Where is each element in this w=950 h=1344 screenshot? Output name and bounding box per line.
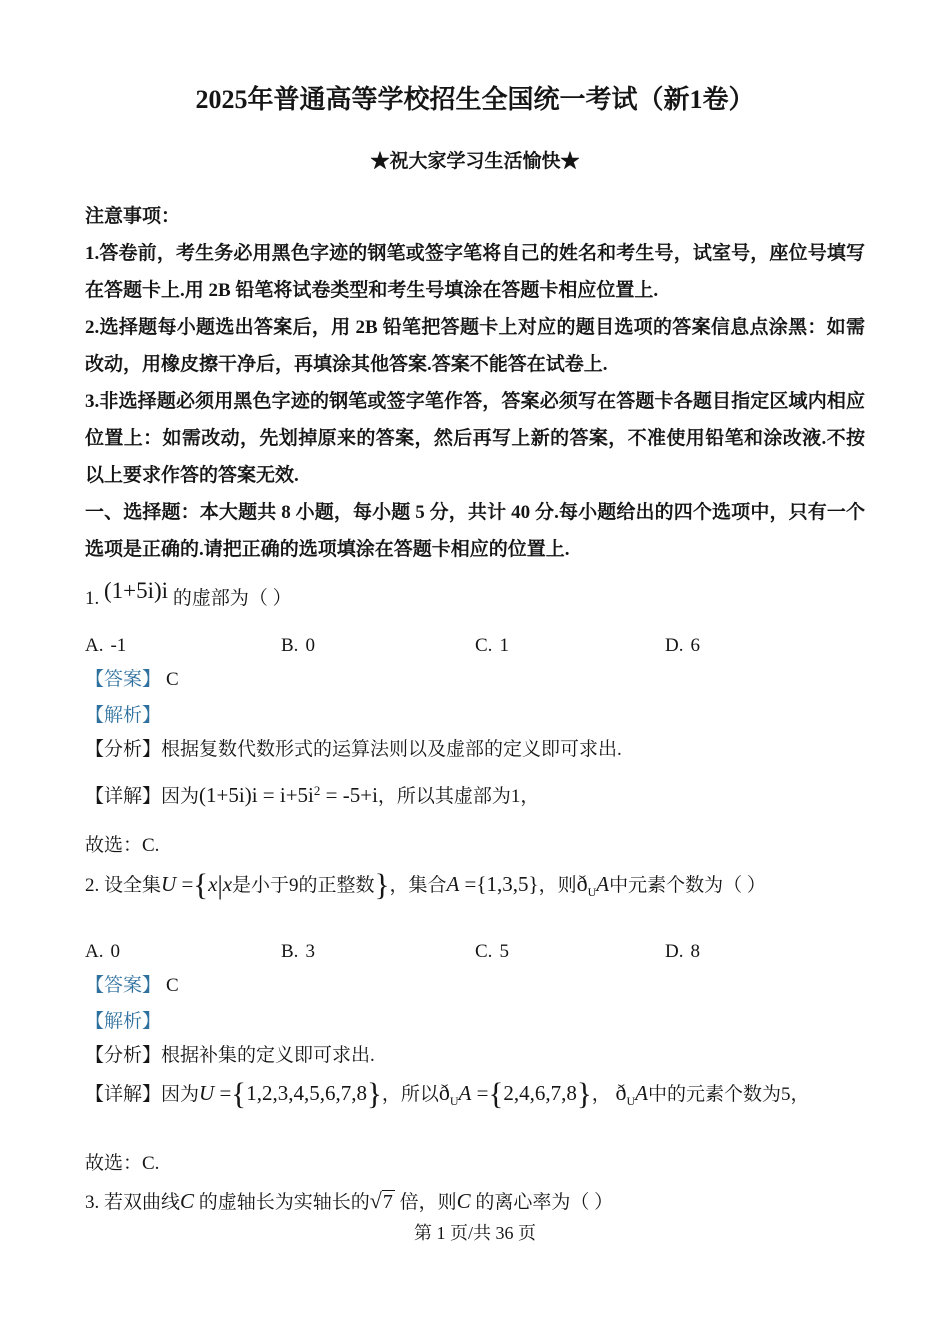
question-2-option-c <box>475 940 665 964</box>
notices-heading: 注意事项： <box>85 206 181 227</box>
notice-item-1: 1.答卷前，考生务必用黑色字迹的钢笔或签字笔将自己的姓名和考生号，试室号，座位号填写在答题卡上.用 2B 铅笔将试卷类型和考生号填涂在答题卡相应位置上. <box>85 243 865 301</box>
option-value: 8 <box>690 941 700 962</box>
option-value: 0 <box>110 941 120 962</box>
question-1-option-b <box>281 634 475 658</box>
question-1-options <box>85 634 865 658</box>
question-3 <box>85 1184 865 1220</box>
question-2-answer-line <box>85 974 865 998</box>
answer-label: 【答案】 <box>85 975 162 996</box>
method-label: 【分析】 <box>85 1045 162 1066</box>
question-1-stem: 1. (1+5i)i 的虚部为（ ） <box>85 578 292 609</box>
question-1-answer-line <box>85 668 865 692</box>
detail-content: 因为$(1+5i)i = i+5i^2 = -5+i$，所以其虚部为1， <box>161 783 540 807</box>
question-1-method-line <box>85 738 865 762</box>
option-value: 1 <box>499 635 509 656</box>
method-text: 根据复数代数形式的运算法则以及虚部的定义即可求出. <box>161 739 622 760</box>
answer-label: 【答案】 <box>85 669 162 690</box>
notice-item-2: 2.选择题每小题选出答案后，用 2B 铅笔把答题卡上对应的题目选项的答案信息点涂黑：如需改动，用橡皮擦干净后，再填涂其他答案.答案不能答在试卷上. <box>85 317 865 375</box>
notice-item-3: 3.非选择题必须用黑色字迹的钢笔或签字笔作答，答案必须写在答题卡各题目指定区域内相应位置上：如需改动，先划掉原来的答案，然后再写上新的答案，不准使用铅笔和涂改液.不按以上要求作答的答案无效. <box>85 391 865 486</box>
question-1 <box>85 578 865 858</box>
page-footer: 第 1 页/共 36 页 <box>413 1223 536 1243</box>
method-label: 【分析】 <box>85 739 162 760</box>
option-label: C. <box>475 941 493 962</box>
question-2-conclusion: 故选：C. <box>85 1153 160 1174</box>
option-label: D. <box>665 941 684 962</box>
option-value: -1 <box>110 635 127 656</box>
section-heading: 一、选择题：本大题共 8 小题，每小题 5 分，共计 40 分.每小题给出的四个选项中，只有一个选项是正确的.请把正确的选项填涂在答题卡相应的位置上. <box>85 502 865 560</box>
question-1-analysis-line <box>85 704 865 728</box>
analysis-label: 【解析】 <box>85 705 162 726</box>
page-title: 2025年普通高等学校招生全国统一考试（新1卷） <box>195 85 755 114</box>
question-1-conclusion: 故选：C. <box>85 835 160 856</box>
answer-value: C <box>166 669 179 690</box>
option-label: A. <box>85 635 104 656</box>
question-2-stem: 2. 设全集U ={x|x是小于9的正整数}，集合A ={1,3,5}，则$ð_UA$中元素个数为（ ） <box>85 867 766 902</box>
detail-label: 【详解】 <box>85 786 162 807</box>
question-2 <box>85 866 865 1176</box>
question-2-option-a <box>85 940 281 964</box>
option-label: D. <box>665 635 684 656</box>
option-value: 6 <box>690 635 700 656</box>
question-2-option-b <box>281 940 475 964</box>
page-subtitle: ★祝大家学习生活愉快★ <box>370 151 580 172</box>
option-value: 3 <box>305 941 315 962</box>
question-1-option-a <box>85 634 281 658</box>
question-1-option-d <box>665 634 865 658</box>
notices-section <box>85 198 865 568</box>
option-label: A. <box>85 941 104 962</box>
method-text: 根据补集的定义即可求出. <box>161 1045 375 1066</box>
question-1-detail-line <box>85 776 865 812</box>
analysis-label: 【解析】 <box>85 1011 162 1032</box>
question-2-method-line <box>85 1044 865 1068</box>
question-2-option-d <box>665 940 865 964</box>
option-value: 5 <box>499 941 509 962</box>
answer-value: C <box>166 975 179 996</box>
option-label: C. <box>475 635 493 656</box>
option-label: B. <box>281 635 299 656</box>
option-label: B. <box>281 941 299 962</box>
question-3-stem: 3. 若双曲线C 的虚轴长为实轴长的√7 倍，则C 的离心率为（ ） <box>85 1188 614 1213</box>
detail-label: 【详解】 <box>85 1084 162 1105</box>
detail-content: 因为U ={1,2,3,4,5,6,7,8}，所以$ð_UA =\{2,4,6,7,8\}$， $ð_UA$中的元素个数为5， <box>161 1076 810 1111</box>
question-2-analysis-line <box>85 1010 865 1034</box>
question-1-option-c <box>475 634 665 658</box>
question-2-detail-line <box>85 1076 865 1118</box>
question-2-options <box>85 940 865 964</box>
option-value: 0 <box>305 635 315 656</box>
